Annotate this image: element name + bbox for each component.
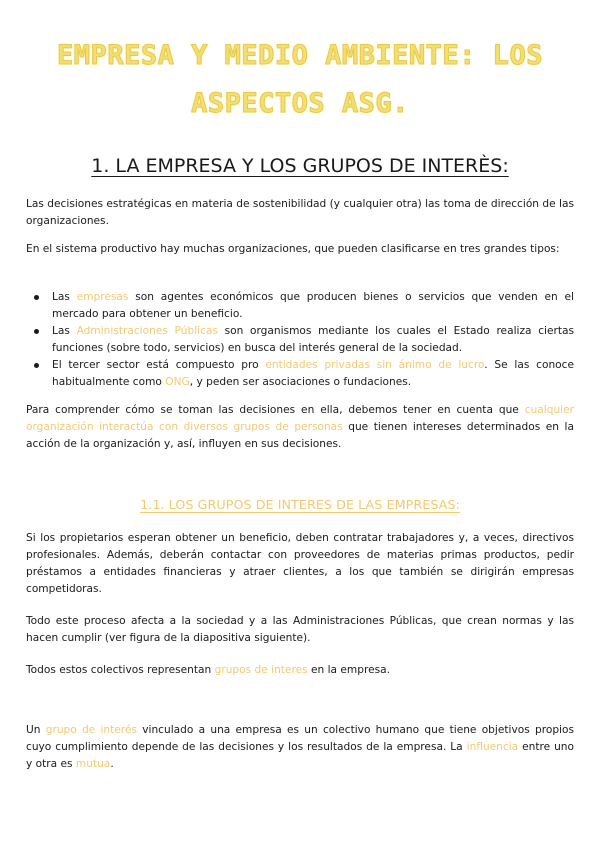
paragraph-process: Todo este proceso afecta a la sociedad y a las Administraciones Públicas, que crean normas y las hacen cumplir (ver figura de la diapositiva siguiente). (26, 615, 574, 644)
document-title (40, 32, 560, 128)
highlight-term: entidades privadas sin ánimo de lucro (265, 359, 485, 371)
highlight-term: ONG (165, 376, 190, 388)
paragraph-stakeholder-definition: Un grupo de interés vinculado a una empresa es un colectivo humano que tiene objetivos propios cuyo cumplimiento depende de las decisiones y los resultados de la empresa. La influencia entre uno y otra es mutua. (26, 724, 575, 770)
list-item: El tercer sector está compuesto pro entidades privadas sin ánimo de lucro. Se las conoce habitualmente como ONG, y peden ser asociaciones o fundaciones. (26, 357, 574, 391)
section-2-heading-text: 1.1. LOS GRUPOS DE INTERES DE LAS EMPRESAS: (140, 498, 460, 513)
highlight-term: influencia (466, 741, 519, 753)
organization-types-list (26, 289, 574, 391)
section-1-heading (26, 152, 574, 180)
bullet-icon (34, 363, 39, 368)
paragraph-decisions: Las decisiones estratégicas en materia de sostenibilidad (y cualquier otra) las toma de dirección de las organizaciones. (26, 198, 574, 227)
highlight-term: grupos de interes (214, 664, 308, 676)
bullet-icon (34, 295, 39, 300)
paragraph-collectives: Todos estos colectivos representan grupos de interes en la empresa. (26, 664, 390, 676)
title-line-2: ASPECTOS ASG. (191, 88, 409, 119)
list-item: Las Administraciones Públicas son organismos mediante los cuales el Estado realiza ciertas funciones (sobre todo, servicios) en busca del interés general de la sociedad. (26, 323, 574, 357)
paragraph-owners: Si los propietarios esperan obtener un beneficio, deben contratar trabajadores y, a veces, directivos profesionales. Además, deberán contactar con proveedores de materias primas productos, pedir préstamos a entidades financieras y atraer clientes, a los que también se dirigirán empresas competidoras. (26, 532, 574, 595)
highlight-term: grupo de interés (45, 724, 137, 736)
section-1-heading-text: 1. LA EMPRESA Y LOS GRUPOS DE INTERÈS: (91, 155, 509, 177)
highlight-term: cualquier organización interactúa con diversos grupos de personas (26, 404, 574, 433)
list-item: Las empresas son agentes económicos que producen bienes o servicios que venden en el mercado para obtener un beneficio. (26, 289, 574, 323)
highlight-term: mutua (75, 758, 111, 770)
paragraph-understanding: Para comprender cómo se toman las decisiones en ella, debemos tener en cuenta que cualquier organización interactúa con diversos grupos de personas que tienen intereses determinados en la acción de la organización y, así, influyen en sus decisiones. (26, 404, 574, 450)
highlight-term: Administraciones Públicas (76, 325, 218, 337)
paragraph-organization-types: En el sistema productivo hay muchas organizaciones, que pueden clasificarse en tres grandes tipos: (26, 243, 560, 255)
highlight-term: empresas (76, 291, 129, 303)
bullet-icon (34, 329, 39, 334)
title-line-1: EMPRESA Y MEDIO AMBIENTE: LOS (57, 40, 543, 71)
section-2-heading (26, 496, 574, 516)
